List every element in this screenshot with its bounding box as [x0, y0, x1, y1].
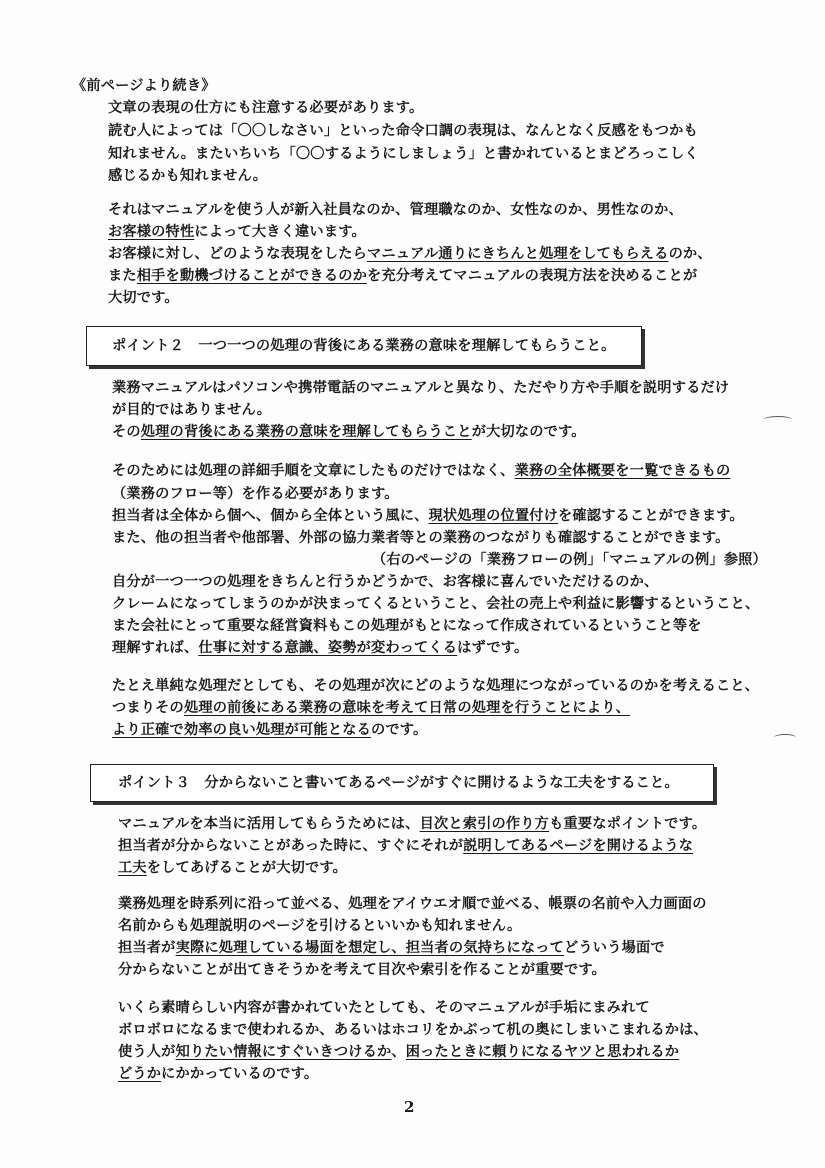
point3-line-6: [118, 938, 665, 958]
text-span: 使う人が: [118, 1044, 176, 1060]
text-span: を確認することができます。: [558, 508, 744, 524]
intro-line-3: 知れません。またいちいち「〇〇するようにしましょう」と書かれているとまどろっこしく: [108, 146, 699, 162]
text-span: が大切なのです。: [471, 424, 586, 440]
point2-line-1: 業務マニュアルはパソコンや携帯電話のマニュアルと異なり、ただやり方や手順を説明するだけ: [112, 380, 730, 396]
text-span: のです。: [370, 722, 428, 738]
point-3-heading: ポイント３ 分からないこと書いてあるページがすぐに開けるような工夫をすること。: [118, 775, 679, 791]
emphasis-open-page: 説明してあるページを開けるような: [463, 838, 694, 854]
text-span: 担当者が: [118, 940, 176, 956]
point2-line-9: 自分が一つ一つの処理をきちんと行うかどうかで、お客様に喜んでいただけるのか、: [112, 574, 659, 590]
text-span: つまりその: [112, 700, 184, 716]
intro-line-4: 感じるかも知れません。: [108, 168, 268, 184]
emphasis-understand-meaning: 処理の背後にある業務の意味を理解してもらうこと: [140, 424, 472, 440]
text-span: 理解すれば、: [112, 640, 199, 656]
point2-line-6: [112, 506, 744, 526]
intro-line-7: [108, 244, 712, 264]
scan-mark: [764, 416, 792, 423]
point2-line-10: クレームになってしまうのかが決まってくるということ、会社の売上や利益に影響するということ、: [112, 596, 760, 612]
text-span: を充分考えてマニュアルの表現方法を決めることが: [366, 268, 698, 284]
text-span: にかかっているのです。: [161, 1066, 319, 1082]
intro-line-9: 大切です。: [108, 290, 179, 306]
point2-line-5: （業務のフロー等）を作る必要があります。: [112, 486, 399, 502]
point3-line-9: ボロボロになるまで使われるか、あるいはホコリをかぶって机の奥にしまいこまれるかは、: [118, 1022, 708, 1038]
emphasis-whether: どうか: [118, 1066, 162, 1082]
intro-line-6: [108, 222, 366, 242]
text-span: も重要なポイントです。: [549, 816, 707, 832]
emphasis-motivate: 相手を動機づけることができるのか: [136, 268, 367, 284]
point3-line-1: [118, 814, 706, 834]
emphasis-context: 処理の前後にある業務の意味を考えて日常の処理を行うことにより、: [183, 700, 630, 716]
point2-line-4: [112, 461, 730, 481]
text-span: お客様に対し、どのような表現をしたら: [108, 246, 367, 262]
text-span: によって大きく違います。: [194, 224, 366, 240]
emphasis-reliable: 困ったときに頼りになるヤツと思われるか: [405, 1044, 680, 1060]
intro-line-8: [108, 266, 697, 286]
text-span: 担当者は全体から個へ、個から全体という風に、: [112, 508, 429, 524]
text-span: 、: [391, 1044, 406, 1060]
text-span: のか、: [668, 246, 712, 262]
point-2-heading: ポイント２ 一つ一つの処理の背後にある業務の意味を理解してもらうこと。: [112, 338, 616, 354]
text-span: そのためには処理の詳細手順を文章にしたものだけではなく、: [112, 463, 515, 479]
point3-line-2: [118, 836, 693, 856]
intro-line-5: それはマニュアルを使う人が新入社員なのか、管理職なのか、女性なのか、男性なのか、: [108, 202, 683, 218]
text-span: をしてあげることが大切です。: [146, 860, 348, 876]
emphasis-customer-traits: お客様の特性: [108, 224, 195, 240]
emphasis-index: 目次と索引の作り方: [419, 816, 550, 832]
intro-line-2: 読む人によっては「〇〇しなさい」といった命令口調の表現は、なんとなく反感をもつかも: [108, 123, 698, 139]
text-span: どういう場面で: [564, 940, 665, 956]
point2-line-11: また会社にとって重要な経営資料もこの処理がもとになって作成されているということ等を: [112, 618, 702, 634]
point3-line-5: 名前からも処理説明のページを引けるといいかも知れません。: [118, 918, 522, 934]
point2-reference-note: （右のページの「業務フローの例」「マニュアルの例」参照）: [372, 552, 767, 568]
point3-line-8: いくら素晴らしい内容が書かれていたとしても、そのマニュアルが手垢にまみれて: [118, 1000, 650, 1016]
point2-line-14: [112, 698, 630, 718]
text-span: マニュアルを本当に活用してもらうためには、: [118, 816, 420, 832]
point2-line-3: [112, 422, 586, 442]
point2-line-12: [112, 638, 528, 658]
point3-line-11: [118, 1064, 318, 1084]
page-number: 2: [404, 1098, 415, 1116]
point3-line-3: [118, 858, 347, 878]
emphasis-overview: 業務の全体概要を一覧できるもの: [514, 463, 731, 479]
text-span: 担当者が分からないことがあった時に、すぐにそれが: [118, 838, 464, 854]
intro-line-1: 文章の表現の仕方にも注意する必要があります。: [108, 100, 424, 116]
emphasis-find-info: 知りたい情報にすぐいきつけるか: [175, 1044, 392, 1060]
point3-line-7: 分からないことが出てきそうかを考えて目次や索引を作ることが重要です。: [118, 962, 607, 978]
point2-line-15: [112, 720, 427, 740]
point2-line-13: たとえ単純な処理だとしても、その処理が次にどのような処理につながっているのかを考えること、: [112, 678, 760, 694]
emphasis-ingenuity: 工夫: [118, 860, 147, 876]
point2-line-2: が目的ではありません。: [112, 402, 272, 418]
emphasis-empathy: 実際に処理している場面を想定し、担当者の気持ちになって: [175, 940, 565, 956]
point3-line-10: [118, 1042, 679, 1062]
emphasis-efficiency: より正確で効率の良い処理が可能となる: [112, 722, 371, 738]
scan-mark: [774, 734, 796, 741]
point2-line-7: また、他の担当者や他部署、外部の協力業者等との業務のつながりも確認することができます。: [112, 530, 730, 546]
continued-label: 《前ページより続き》: [72, 78, 216, 94]
emphasis-position: 現状処理の位置付け: [428, 508, 559, 524]
point3-line-4: 業務処理を時系列に沿って並べる、処理をアイウエオ順で並べる、帳票の名前や入力画面の: [118, 896, 707, 912]
text-span: また: [108, 268, 137, 284]
text-span: はずです。: [457, 640, 529, 656]
text-span: その: [112, 424, 141, 440]
emphasis-manual-processing: マニュアル通りにきちんと処理をしてもらえる: [366, 246, 669, 262]
emphasis-attitude: 仕事に対する意識、姿勢が変わってくる: [198, 640, 458, 656]
